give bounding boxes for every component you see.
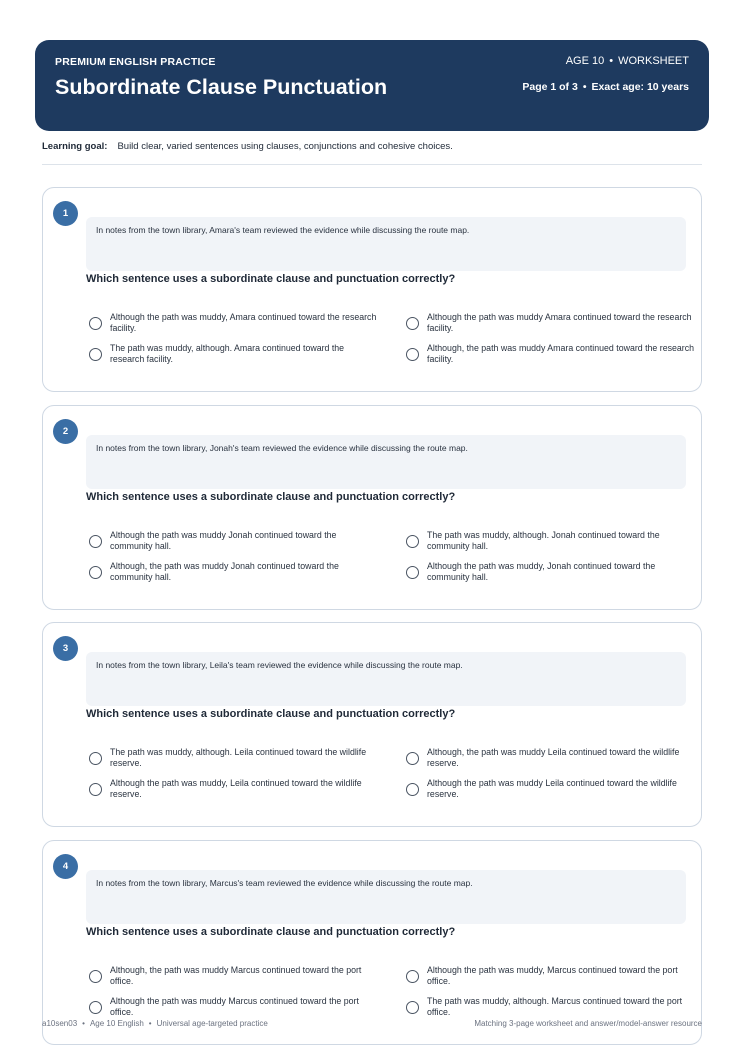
radio-button[interactable] bbox=[406, 535, 419, 548]
question-number-badge: 1 bbox=[53, 201, 78, 226]
answer-option-text: Although, the path was muddy Marcus continued toward the port office. bbox=[110, 965, 362, 986]
page-info bbox=[522, 81, 689, 93]
separator: • bbox=[82, 1019, 85, 1028]
footer-code: a10sen03 bbox=[42, 1019, 78, 1028]
divider bbox=[42, 164, 702, 165]
question-card-1 bbox=[42, 187, 702, 392]
question-number-badge: 2 bbox=[53, 419, 78, 444]
question-context: In notes from the town library, Amara's team reviewed the evidence while discussing the route map. bbox=[86, 217, 686, 271]
question-card-4 bbox=[42, 840, 702, 1045]
answer-option-b[interactable] bbox=[406, 747, 698, 769]
question-prompt: Which sentence uses a subordinate clause and punctuation correctly? bbox=[86, 926, 456, 938]
question-prompt: Which sentence uses a subordinate clause and punctuation correctly? bbox=[86, 708, 456, 720]
answer-option-b[interactable] bbox=[406, 312, 698, 334]
question-card-2 bbox=[42, 405, 702, 610]
answer-option-text: Although the path was muddy Marcus continued toward the port office. bbox=[110, 996, 359, 1017]
answer-option-text: The path was muddy, although. Marcus continued toward the port office. bbox=[427, 996, 683, 1017]
footer-note: Universal age-targeted practice bbox=[156, 1019, 268, 1028]
radio-button[interactable] bbox=[406, 348, 419, 361]
age-label: AGE 10 bbox=[565, 55, 605, 67]
exact-age: Exact age: 10 years bbox=[591, 81, 689, 93]
footer-subject: Age 10 English bbox=[89, 1019, 144, 1028]
answer-option-c[interactable] bbox=[89, 778, 379, 800]
answer-option-text: Although the path was muddy, Leila continued toward the wildlife reserve. bbox=[110, 778, 362, 799]
radio-button[interactable] bbox=[406, 970, 419, 983]
answer-option-text: Although the path was muddy Leila continued toward the wildlife reserve. bbox=[427, 778, 677, 799]
question-prompt: Which sentence uses a subordinate clause and punctuation correctly? bbox=[86, 491, 456, 503]
separator: • bbox=[148, 1019, 152, 1028]
footer-left bbox=[42, 1019, 268, 1028]
age-worksheet-label bbox=[566, 55, 689, 67]
page-title: Subordinate Clause Punctuation bbox=[55, 75, 388, 99]
radio-button[interactable] bbox=[89, 783, 102, 796]
type-label: WORKSHEET bbox=[618, 55, 689, 67]
question-context: In notes from the town library, Marcus's team reviewed the evidence while discussing the route map. bbox=[86, 870, 686, 924]
answer-option-text: The path was muddy, although. Amara continued toward the research facility. bbox=[110, 343, 345, 364]
separator: • bbox=[609, 55, 614, 67]
answer-option-text: Although the path was muddy, Amara continued toward the research facility. bbox=[110, 312, 377, 333]
answer-option-b[interactable] bbox=[406, 965, 698, 987]
answer-option-a[interactable] bbox=[89, 312, 379, 334]
page-number: Page 1 of 3 bbox=[522, 81, 578, 93]
answer-option-text: The path was muddy, although. Jonah continued toward the community hall. bbox=[427, 530, 660, 551]
radio-button[interactable] bbox=[406, 752, 419, 765]
separator: • bbox=[582, 81, 587, 93]
radio-button[interactable] bbox=[89, 752, 102, 765]
radio-button[interactable] bbox=[89, 317, 102, 330]
answer-option-d[interactable] bbox=[406, 343, 698, 365]
answer-option-text: Although, the path was muddy Leila continued toward the wildlife reserve. bbox=[427, 747, 680, 768]
radio-button[interactable] bbox=[89, 566, 102, 579]
answer-option-text: Although, the path was muddy Amara continued toward the research facility. bbox=[427, 343, 694, 364]
answer-option-c[interactable] bbox=[89, 996, 379, 1018]
footer-right: Matching 3-page worksheet and answer/model-answer resource bbox=[474, 1019, 702, 1028]
radio-button[interactable] bbox=[89, 348, 102, 361]
radio-button[interactable] bbox=[89, 970, 102, 983]
learning-goal bbox=[42, 141, 453, 152]
learning-goal-label: Learning goal: bbox=[42, 141, 108, 152]
question-card-3 bbox=[42, 622, 702, 827]
answer-option-a[interactable] bbox=[89, 530, 379, 552]
question-number-badge: 4 bbox=[53, 854, 78, 879]
answer-option-text: Although, the path was muddy Jonah continued toward the community hall. bbox=[110, 561, 339, 582]
radio-button[interactable] bbox=[406, 783, 419, 796]
answer-option-text: Although the path was muddy Amara continued toward the research facility. bbox=[427, 312, 692, 333]
question-context: In notes from the town library, Jonah's team reviewed the evidence while discussing the route map. bbox=[86, 435, 686, 489]
answer-option-a[interactable] bbox=[89, 747, 379, 769]
answer-option-b[interactable] bbox=[406, 530, 698, 552]
answer-option-text: The path was muddy, although. Leila continued toward the wildlife reserve. bbox=[110, 747, 367, 768]
radio-button[interactable] bbox=[406, 566, 419, 579]
question-prompt: Which sentence uses a subordinate clause and punctuation correctly? bbox=[86, 273, 456, 285]
answer-option-c[interactable] bbox=[89, 343, 379, 365]
radio-button[interactable] bbox=[89, 1001, 102, 1014]
question-context: In notes from the town library, Leila's team reviewed the evidence while discussing the route map. bbox=[86, 652, 686, 706]
radio-button[interactable] bbox=[406, 317, 419, 330]
question-number-badge: 3 bbox=[53, 636, 78, 661]
learning-goal-text: Build clear, varied sentences using clauses, conjunctions and cohesive choices. bbox=[117, 141, 453, 152]
answer-option-d[interactable] bbox=[406, 996, 698, 1018]
answer-option-text: Although the path was muddy Jonah continued toward the community hall. bbox=[110, 530, 337, 551]
answer-option-c[interactable] bbox=[89, 561, 379, 583]
worksheet-header bbox=[35, 40, 709, 131]
radio-button[interactable] bbox=[406, 1001, 419, 1014]
radio-button[interactable] bbox=[89, 535, 102, 548]
answer-option-a[interactable] bbox=[89, 965, 379, 987]
answer-option-text: Although the path was muddy, Marcus continued toward the port office. bbox=[427, 965, 678, 986]
answer-option-d[interactable] bbox=[406, 561, 698, 583]
brand-label: PREMIUM ENGLISH PRACTICE bbox=[55, 56, 216, 68]
answer-option-text: Although the path was muddy, Jonah continued toward the community hall. bbox=[427, 561, 656, 582]
answer-option-d[interactable] bbox=[406, 778, 698, 800]
